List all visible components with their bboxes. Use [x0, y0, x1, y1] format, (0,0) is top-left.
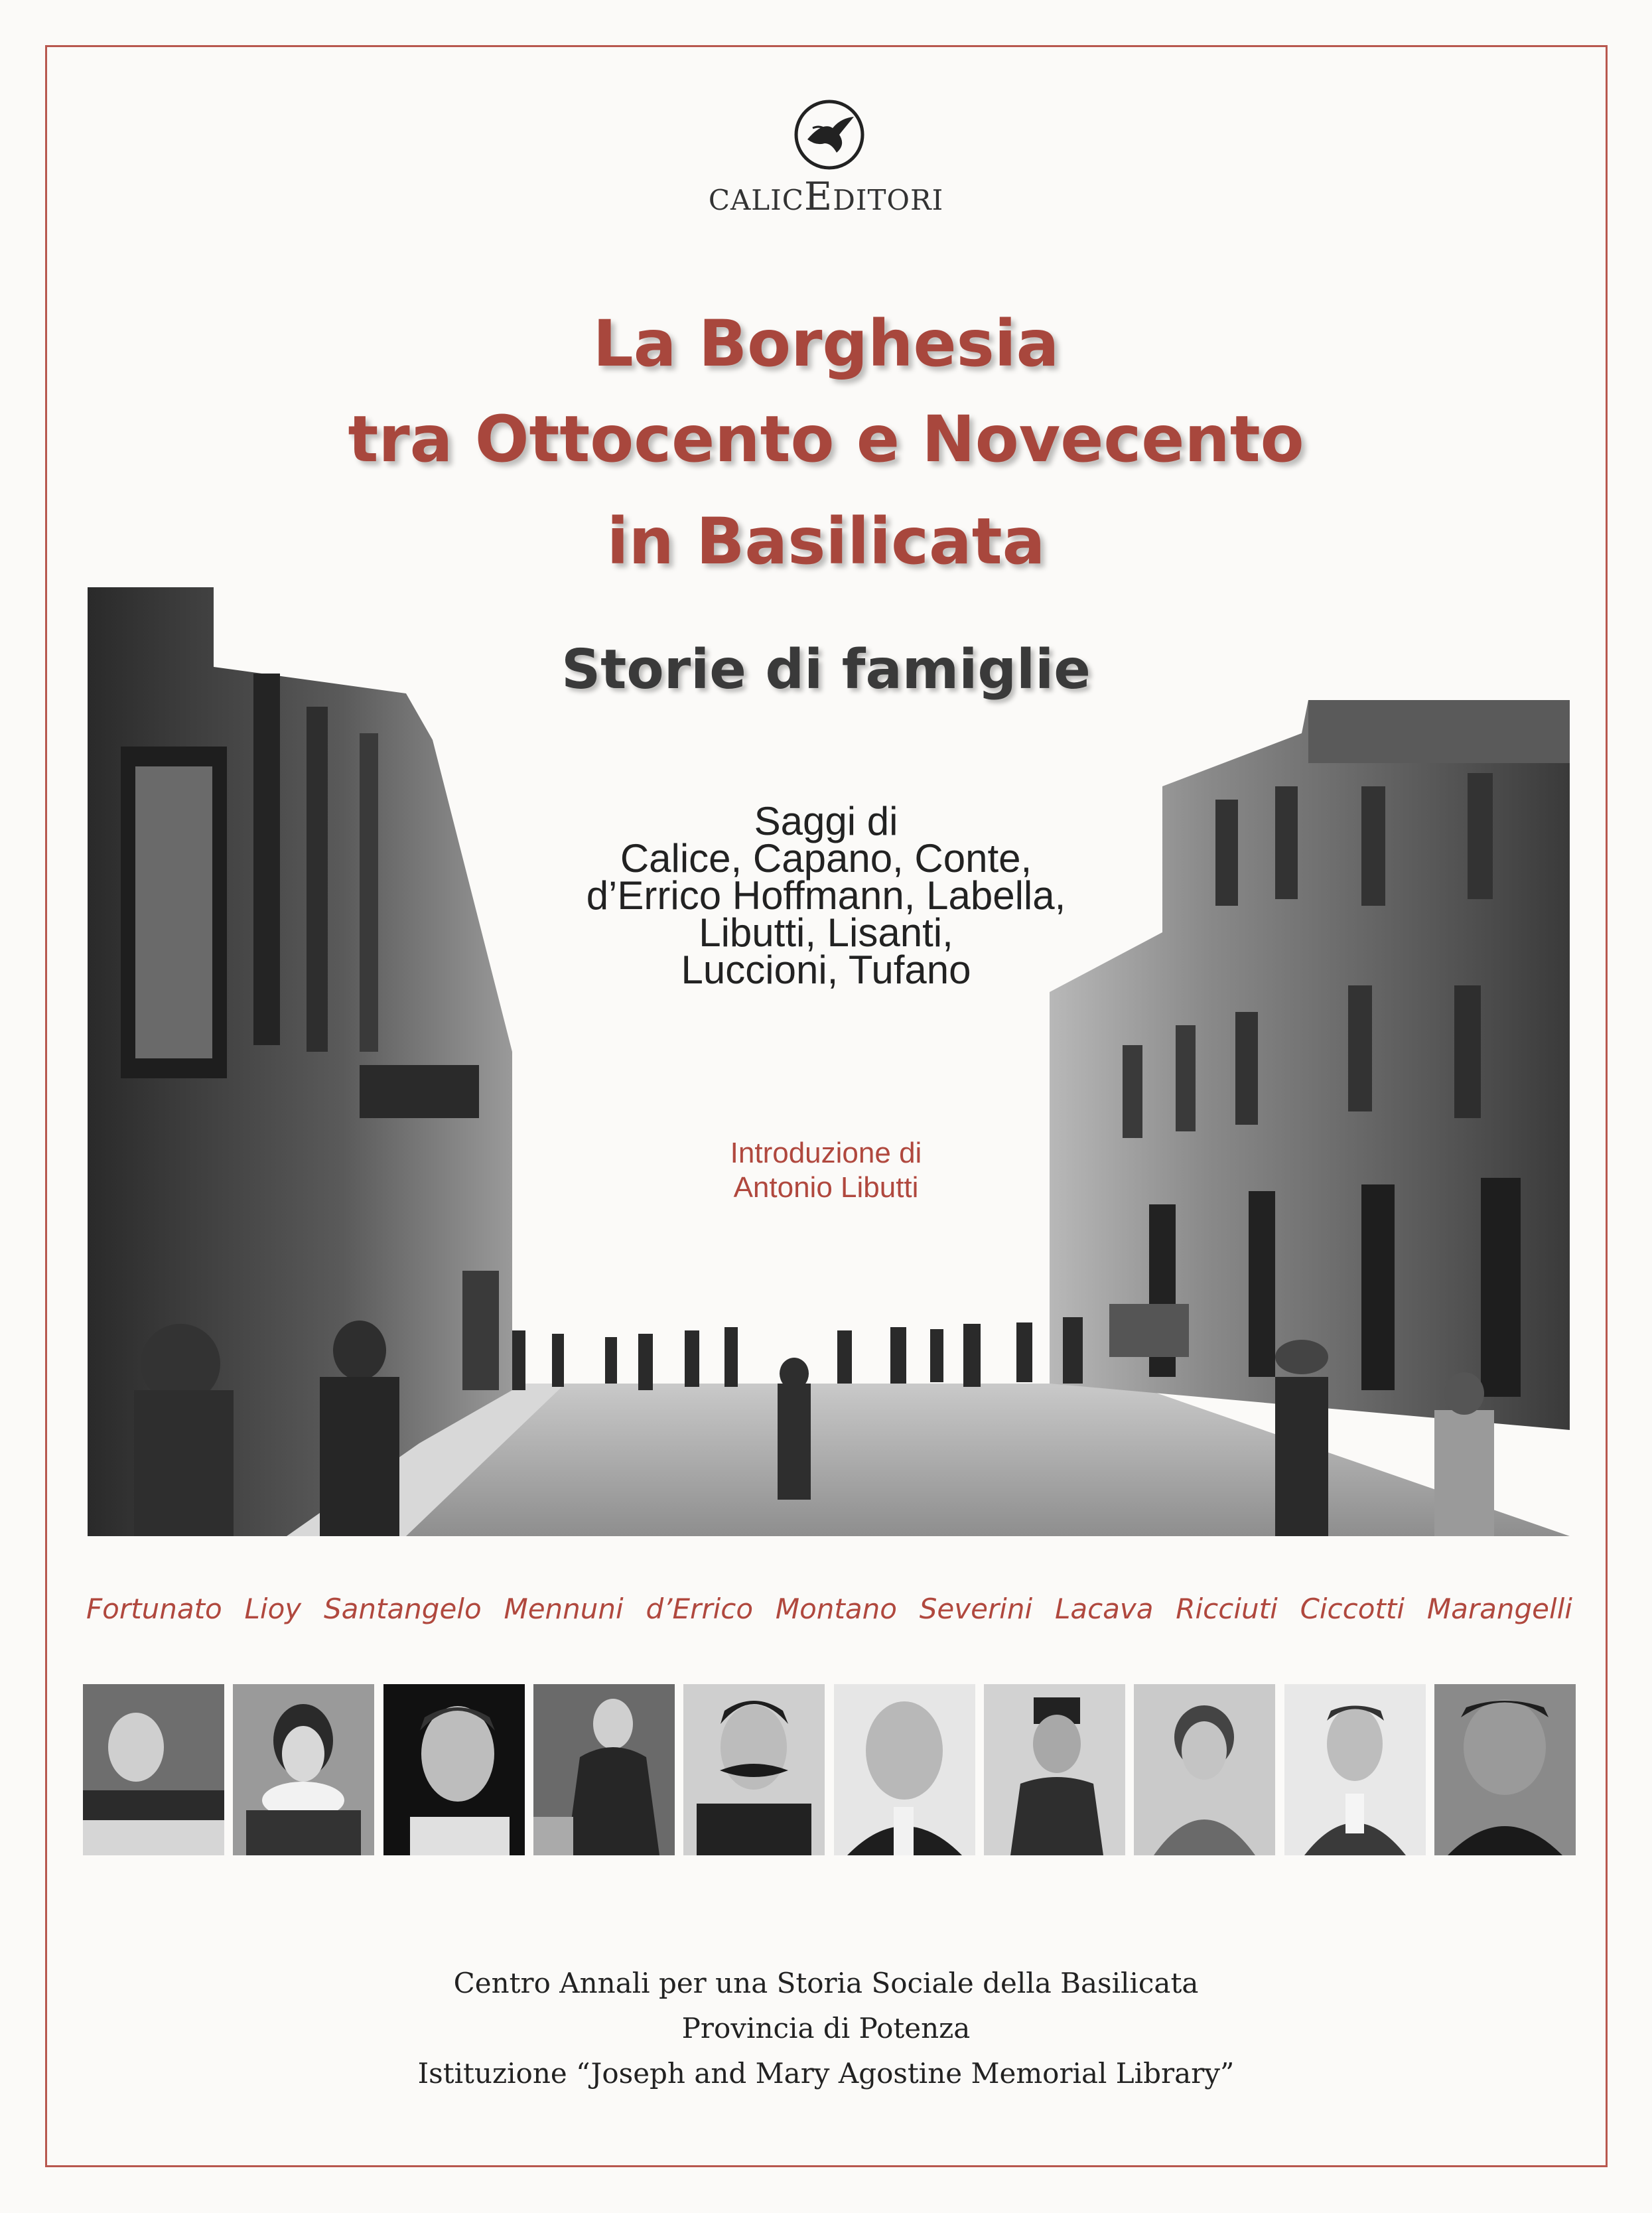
family-name: Ciccotti: [1300, 1593, 1405, 1625]
portrait-photo: [83, 1684, 224, 1855]
portrait-photo: [984, 1684, 1125, 1855]
essay-line: d’Errico Hoffmann, Labella,: [586, 873, 1066, 918]
essay-line: Saggi di: [754, 799, 898, 843]
portrait-photo: [233, 1684, 374, 1855]
essay-line: Libutti, Lisanti,: [699, 910, 953, 955]
family-name: Lacava: [1054, 1593, 1154, 1625]
family-name: Santangelo: [323, 1593, 482, 1625]
street-photograph: [88, 587, 1570, 1536]
title-line-3: in Basilicata: [606, 504, 1046, 579]
essay-authors: [0, 799, 1652, 992]
portrait-photo: [1134, 1684, 1275, 1855]
family-name: Ricciuti: [1176, 1593, 1278, 1625]
portrait-photo: [834, 1684, 975, 1855]
swallow-emblem-icon: [793, 98, 866, 171]
portrait-photo: [1284, 1684, 1426, 1855]
essay-line: Calice, Capano, Conte,: [620, 836, 1032, 881]
intro-author: Antonio Libutti: [733, 1171, 919, 1204]
family-name: d’Errico: [646, 1593, 754, 1625]
family-name: Montano: [775, 1593, 897, 1625]
portrait-photo: [1434, 1684, 1576, 1855]
portrait-photo: [533, 1684, 675, 1855]
family-name: Marangelli: [1426, 1593, 1572, 1625]
publisher-prefix: CALIC: [708, 184, 804, 216]
title-line-1: La Borghesia: [592, 307, 1060, 381]
portrait-photo: [683, 1684, 825, 1855]
institutions: [0, 1961, 1652, 2096]
family-name: Severini: [919, 1593, 1033, 1625]
family-names: [86, 1593, 1572, 1625]
intro-label: Introduzione di: [730, 1137, 922, 1169]
family-name: Mennuni: [504, 1593, 624, 1625]
institution-line: Istituzione “Joseph and Mary Agostine Memorial Library”: [417, 2057, 1235, 2090]
family-name: Fortunato: [86, 1593, 222, 1625]
essay-line: Luccioni, Tufano: [681, 948, 971, 992]
introduction: [0, 1136, 1652, 1205]
publisher-name: [0, 174, 1652, 219]
publisher-suffix: DITORI: [833, 184, 944, 216]
portrait-photo: [383, 1684, 525, 1855]
portrait-strip: [83, 1684, 1576, 1855]
subtitle: Storie di famiglie: [561, 638, 1091, 701]
institution-line: Provincia di Potenza: [681, 2012, 971, 2044]
title-line-2: tra Ottocento e Novecento: [348, 402, 1304, 476]
publisher-initial: E: [803, 174, 833, 219]
institution-line: Centro Annali per una Storia Sociale della Basilicata: [453, 1967, 1199, 1999]
family-name: Lioy: [244, 1593, 302, 1625]
